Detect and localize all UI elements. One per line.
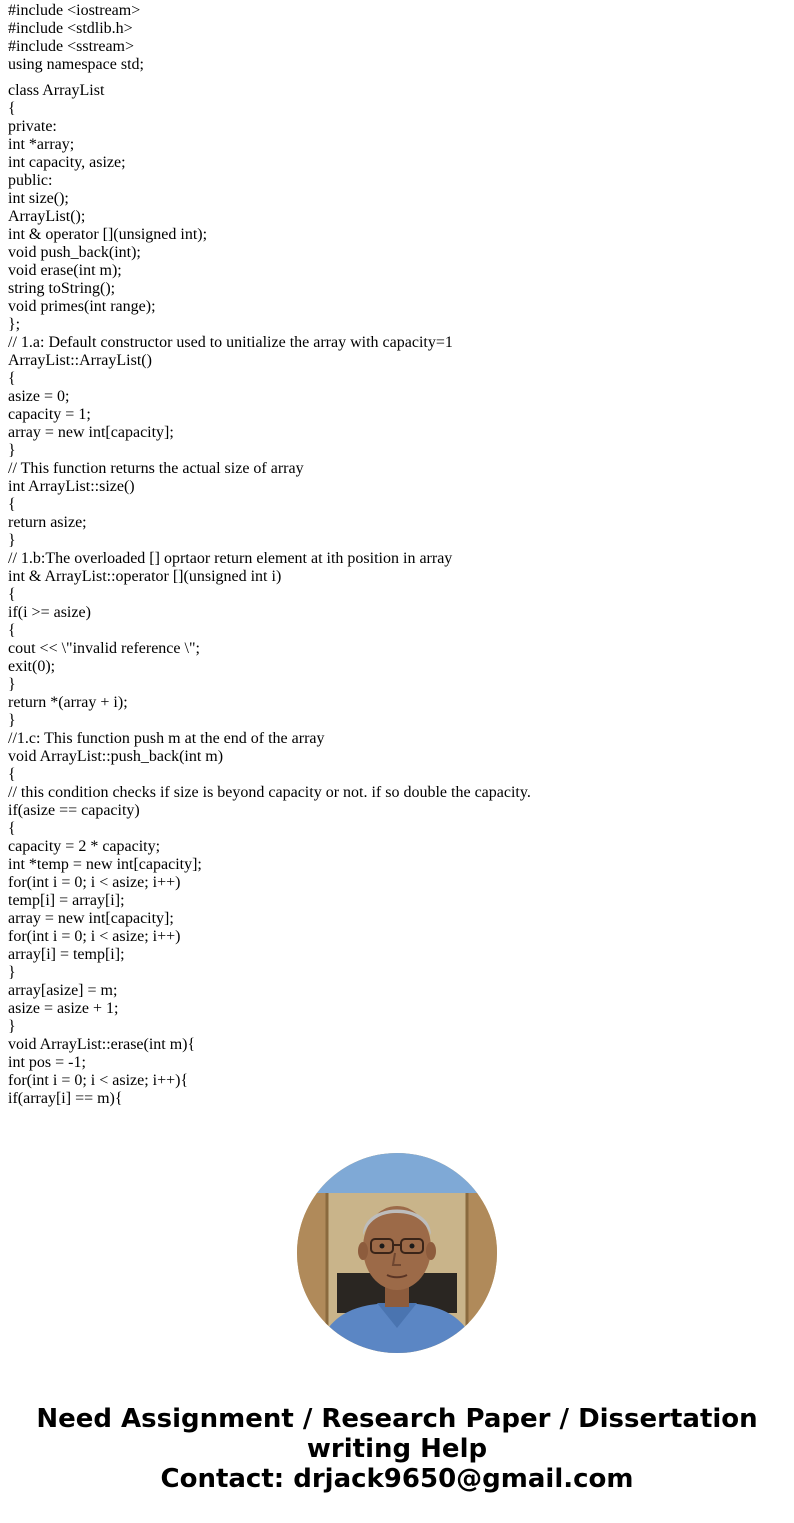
code-line: capacity = 1; [8,406,91,423]
code-line: capacity = 2 * capacity; [8,838,161,855]
code-line: } [8,1018,16,1035]
code-line: { [8,766,16,783]
code-line: { [8,820,16,837]
code-line: { [8,622,16,639]
code-line: int ArrayList::size() [8,478,135,495]
code-line: for(int i = 0; i < asize; i++){ [8,1072,189,1089]
code-line: array[i] = temp[i]; [8,946,125,963]
code-line: cout << \"invalid reference \"; [8,640,200,657]
code-line: } [8,964,16,981]
code-line: for(int i = 0; i < asize; i++) [8,928,181,945]
code-comment: // 1.a: Default constructor used to unitialize the array with capacity=1 [8,334,453,351]
code-comment: // this condition checks if size is beyond capacity or not. if so double the capacity. [8,784,531,801]
code-line: { [8,370,16,387]
code-line: array = new int[capacity]; [8,424,174,441]
code-line: void ArrayList::push_back(int m) [8,748,224,765]
code-line: #include <stdlib.h> [8,20,133,37]
code-line: int & operator [](unsigned int); [8,226,208,243]
code-line: int *temp = new int[capacity]; [8,856,202,873]
code-line: }; [8,316,21,333]
code-line: #include <sstream> [8,38,135,55]
code-line: } [8,532,16,549]
code-line: array[asize] = m; [8,982,118,999]
code-line: ArrayList(); [8,208,86,225]
code-line: public: [8,172,53,189]
code-line: using namespace std; [8,56,144,73]
code-line: array = new int[capacity]; [8,910,174,927]
code-line: return *(array + i); [8,694,128,711]
code-line: int & ArrayList::operator [](unsigned int i) [8,568,282,585]
code-line: } [8,676,16,693]
code-line: void push_back(int); [8,244,141,261]
banner-subheadline: writing Help [306,1434,488,1464]
author-photo [297,1153,497,1353]
code-comment: //1.c: This function push m at the end of the array [8,730,325,747]
code-line: if(asize == capacity) [8,802,140,819]
code-line: int size(); [8,190,69,207]
code-line: void ArrayList::erase(int m){ [8,1036,196,1053]
code-line: } [8,712,16,729]
code-line: void erase(int m); [8,262,122,279]
contact-email: Contact: drjack9650@gmail.com [160,1464,634,1494]
code-line: ArrayList::ArrayList() [8,352,152,369]
code-line: { [8,496,16,513]
portrait-image [297,1153,497,1353]
code-line: { [8,100,16,117]
code-comment: // 1.b:The overloaded [] oprtaor return element at ith position in array [8,550,453,567]
code-line: } [8,442,16,459]
code-line: { [8,586,16,603]
code-line: temp[i] = array[i]; [8,892,125,909]
code-line: int *array; [8,136,75,153]
code-comment: // This function returns the actual size of array [8,460,304,477]
code-line: if(array[i] == m){ [8,1090,123,1107]
contact-banner [0,1404,794,1494]
code-line: private: [8,118,57,135]
code-line: class ArrayList [8,82,105,99]
code-line: string toString(); [8,280,116,297]
code-line: for(int i = 0; i < asize; i++) [8,874,181,891]
code-line: asize = 0; [8,388,70,405]
banner-headline: Need Assignment / Research Paper / Dissertation [36,1404,758,1434]
code-line: exit(0); [8,658,56,675]
code-line: return asize; [8,514,87,531]
code-line: int pos = -1; [8,1054,86,1071]
code-line: void primes(int range); [8,298,156,315]
code-line: asize = asize + 1; [8,1000,119,1017]
code-line: if(i >= asize) [8,604,91,621]
code-listing [8,2,788,1118]
code-line: #include <iostream> [8,2,141,19]
code-line: int capacity, asize; [8,154,126,171]
